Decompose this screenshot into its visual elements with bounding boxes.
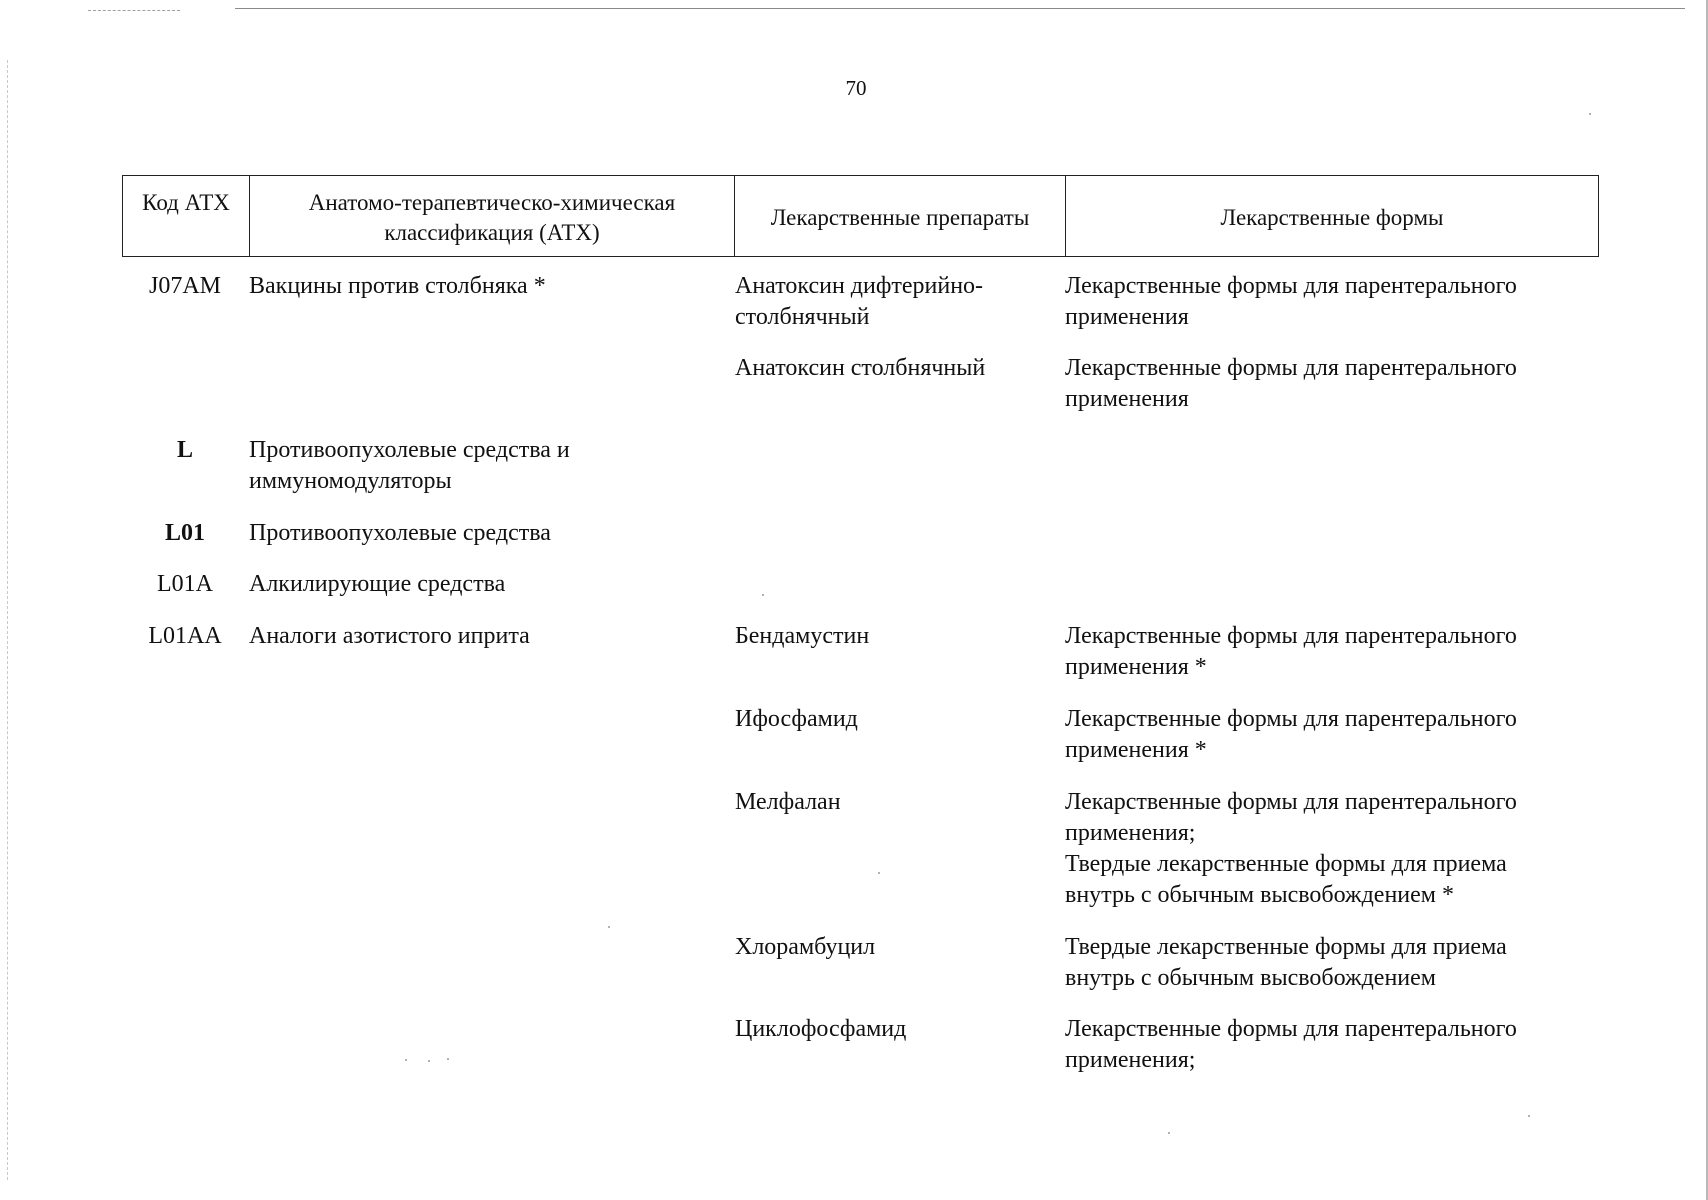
scan-speck [447, 1058, 449, 1060]
drug-line: Хлорамбуцил [735, 934, 876, 960]
scan-speck [762, 594, 764, 596]
scan-speck [1168, 1132, 1170, 1134]
form-line: Твердые лекарственные формы для приема [1065, 934, 1507, 960]
atc-code: L01 [164, 520, 205, 546]
classification-line: иммуномодуляторы [249, 468, 452, 494]
scan-speck [1528, 1115, 1530, 1117]
form-line: применения * [1065, 654, 1207, 680]
form-line: внутрь с обычным высвобождением [1065, 965, 1436, 991]
dosage-form [1065, 932, 1595, 994]
scan-left-edge [7, 60, 8, 1180]
header-classification-line: классификация (АТХ) [384, 220, 600, 245]
form-line: Лекарственные формы для парентерального [1065, 1016, 1517, 1042]
classification-line: Противоопухолевые средства [249, 520, 551, 546]
form-line: Лекарственные формы для парентерального [1065, 706, 1517, 732]
atc-classification [249, 271, 729, 302]
drug-name [735, 621, 1060, 652]
header-classification-line: Анатомо-терапевтическо-химическая [308, 190, 676, 215]
dosage-form [1065, 621, 1595, 683]
classification-line: Вакцины против столбняка * [249, 273, 546, 299]
atc-classification [249, 435, 729, 497]
form-line: применения; [1065, 1047, 1196, 1073]
atc-classification [249, 569, 729, 600]
form-line: применения * [1065, 737, 1207, 763]
drug-line: Циклофосфамид [735, 1016, 907, 1042]
scan-speck [608, 926, 610, 928]
dosage-form [1065, 787, 1595, 911]
atc-classification [249, 518, 729, 549]
drug-line: Анатоксин дифтерийно- [735, 273, 984, 299]
scan-top-dash [88, 10, 180, 11]
header-forms: Лекарственные формы [1065, 176, 1598, 256]
form-line: Лекарственные формы для парентерального [1065, 355, 1517, 381]
form-line: Лекарственные формы для парентерального [1065, 623, 1517, 649]
atc-code: L [176, 437, 193, 463]
table-header [122, 175, 1599, 257]
classification-line: Противоопухолевые средства и [249, 437, 570, 463]
scan-speck [1589, 113, 1591, 115]
scan-speck [878, 872, 880, 874]
classification-line: Алкилирующие средства [249, 571, 506, 597]
dosage-form [1065, 704, 1595, 766]
drug-line: Ифосфамид [735, 706, 858, 732]
drug-line: столбнячный [735, 304, 870, 330]
drug-line: Анатоксин столбнячный [735, 355, 986, 381]
scan-speck [428, 1060, 430, 1062]
atc-code: J07AM [148, 273, 221, 299]
drug-name [735, 932, 1060, 963]
form-line: Лекарственные формы для парентерального [1065, 273, 1517, 299]
drug-name [735, 271, 1060, 333]
atc-classification [249, 621, 729, 652]
header-code: Код АТХ [142, 190, 230, 215]
form-line: применения [1065, 386, 1189, 412]
form-line: применения; [1065, 820, 1196, 846]
header-drugs: Лекарственные препараты [734, 176, 1065, 256]
drug-name [735, 353, 1060, 384]
atc-code: L01A [157, 571, 213, 597]
scan-speck [405, 1059, 407, 1061]
page-number: 70 [845, 76, 867, 100]
drug-line: Мелфалан [735, 789, 841, 815]
dosage-form [1065, 271, 1595, 333]
drug-name [735, 1014, 1060, 1045]
dosage-form [1065, 353, 1595, 415]
atc-code: L01AA [148, 623, 222, 649]
classification-line: Аналоги азотистого иприта [249, 623, 530, 649]
form-line: внутрь с обычным высвобождением * [1065, 882, 1454, 908]
header-classification [249, 176, 734, 256]
form-line: Твердые лекарственные формы для приема [1065, 851, 1507, 877]
form-line: применения [1065, 304, 1189, 330]
drug-line: Бендамустин [735, 623, 870, 649]
form-line: Лекарственные формы для парентерального [1065, 789, 1517, 815]
scan-top-rule [235, 8, 1685, 9]
drug-name [735, 787, 1060, 818]
drug-name [735, 704, 1060, 735]
dosage-form [1065, 1014, 1595, 1076]
